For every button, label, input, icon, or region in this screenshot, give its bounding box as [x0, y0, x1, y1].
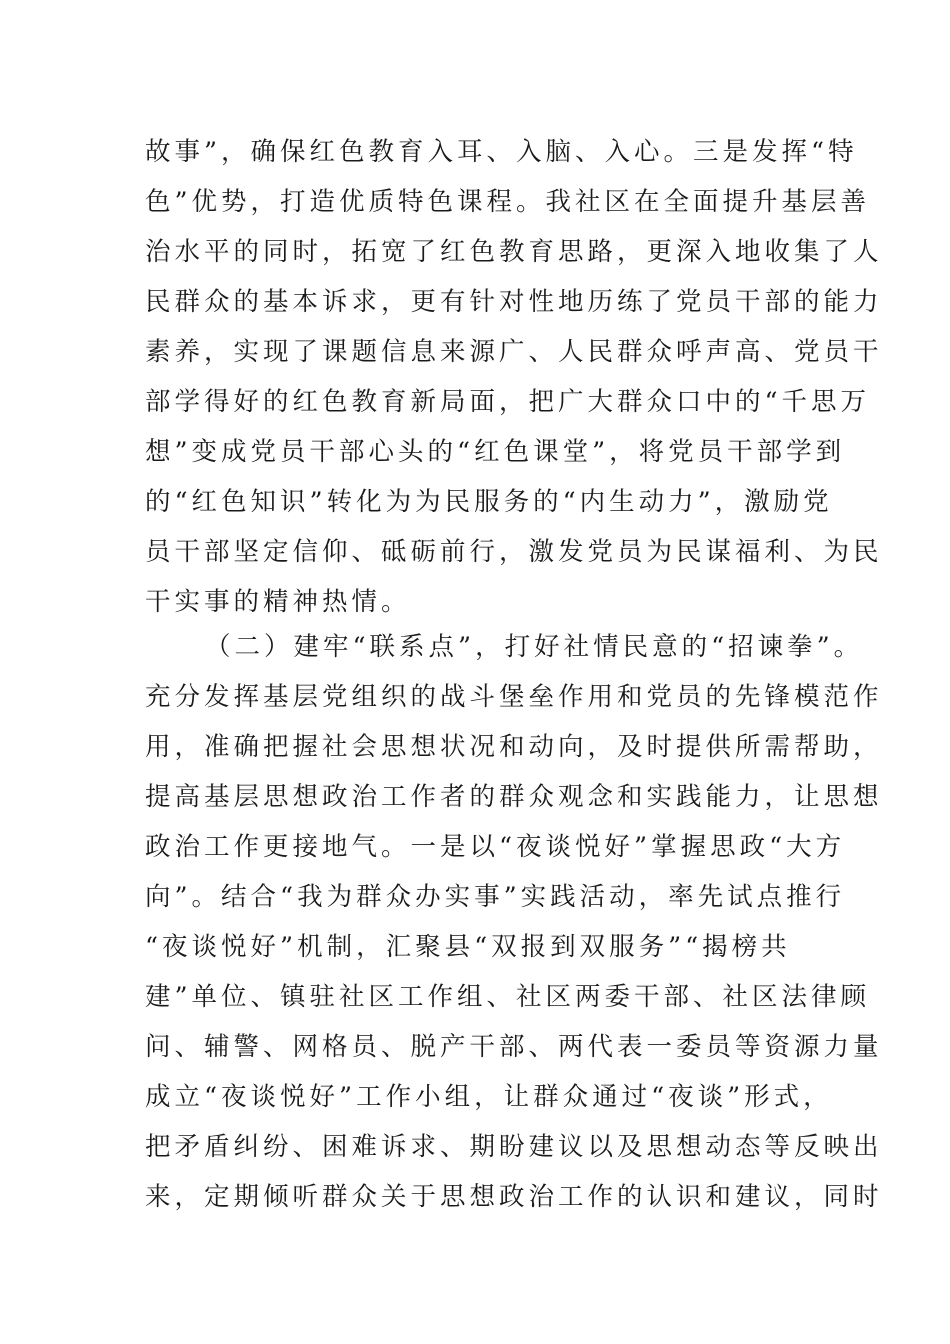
text-line: 的“红色知识”转化为为民服务的“内生动力”，激励党: [145, 487, 833, 517]
text-line: 提高基层思想政治工作者的群众观念和实践能力，让思想: [145, 782, 883, 812]
text-line: 想”变成党员干部心头的“红色课堂”，将党员干部学到: [145, 437, 846, 467]
text-line: 素养，实现了课题信息来源广、人民群众呼声高、党员干: [145, 337, 883, 367]
text-line: 成立“夜谈悦好”工作小组，让群众通过“夜谈”形式，: [145, 1082, 833, 1112]
text-line: 问、辅警、网格员、脱产干部、两代表一委员等资源力量: [145, 1032, 883, 1062]
text-line: 用，准确把握社会思想状况和动向，及时提供所需帮助，: [145, 732, 883, 762]
text-line: 政治工作更接地气。一是以“夜谈悦好”掌握思政“大方: [145, 832, 846, 862]
text-line: 干实事的精神热情。: [145, 587, 411, 617]
text-line: 充分发挥基层党组织的战斗堡垒作用和党员的先锋模范作: [145, 682, 883, 712]
text-line: 部学得好的红色教育新局面，把广大群众口中的“千思万: [145, 387, 871, 417]
text-line: 员干部坚定信仰、砥砺前行，激发党员为民谋福利、为民: [145, 537, 883, 567]
text-line: 色”优势，打造优质特色课程。我社区在全面提升基层善: [145, 187, 871, 217]
text-line: 治水平的同时，拓宽了红色教育思路，更深入地收集了人: [145, 237, 883, 267]
text-line: 把矛盾纠纷、困难诉求、期盼建议以及思想动态等反映出: [145, 1132, 883, 1162]
text-line: 故事”，确保红色教育入耳、入脑、入心。三是发挥“特: [145, 137, 858, 167]
text-line: 向”。结合“我为群众办实事”实践活动，率先试点推行: [145, 882, 846, 912]
text-line: “夜谈悦好”机制，汇聚县“双报到双服务”“揭榜共: [145, 932, 791, 962]
text-line: 建”单位、镇驻社区工作组、社区两委干部、社区法律顾: [145, 982, 871, 1012]
section-heading: （二）建牢“联系点”，打好社情民意的“招谏拳”。: [205, 632, 864, 662]
text-line: 民群众的基本诉求，更有针对性地历练了党员干部的能力: [145, 287, 883, 317]
text-line: 来，定期倾听群众关于思想政治工作的认识和建议，同时: [145, 1182, 883, 1212]
